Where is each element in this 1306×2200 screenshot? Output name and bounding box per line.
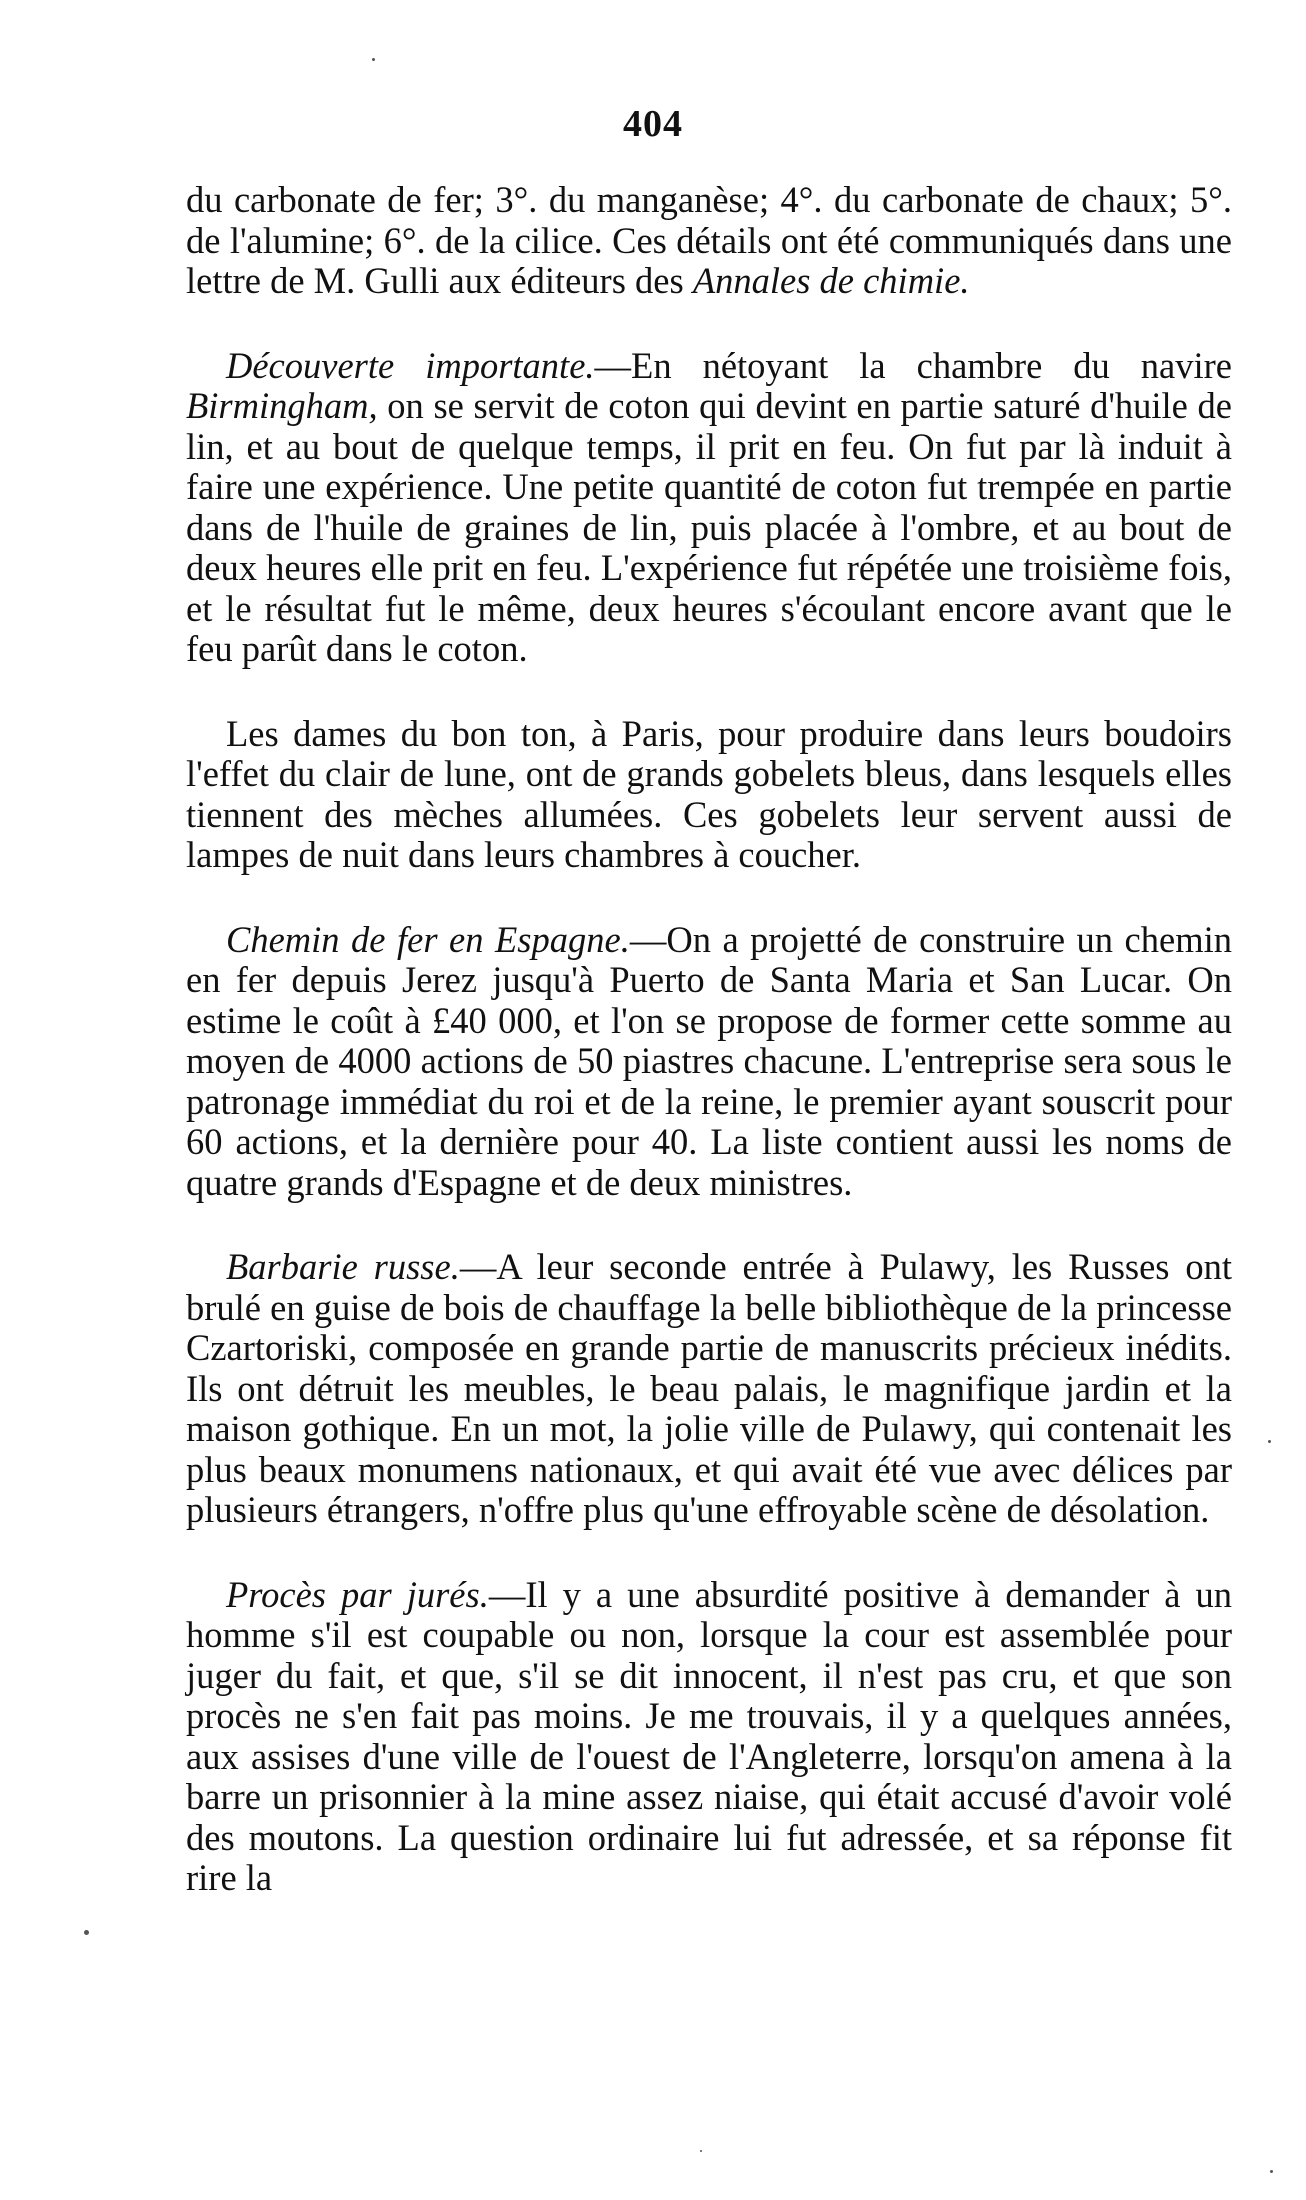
- paragraph-chemin-de-fer: [186, 920, 1232, 1204]
- section-heading: Chemin de fer en Espagne.: [226, 918, 630, 960]
- journal-title: Annales de chimie.: [692, 260, 970, 301]
- paragraph-text: du carbonate de fer; 3°. du manganèse; 4°. du carbonate de chaux; 5°. de l'alumine; 6°. de la cilice. Ces détails ont été communiqués dans une lettre de M. Gulli aux éditeurs des: [186, 179, 1232, 301]
- paragraph-minerals: [186, 180, 1232, 302]
- scan-speck: [1270, 2170, 1273, 2173]
- text-column: [186, 180, 1232, 1943]
- paragraph-decouverte: [186, 346, 1232, 670]
- scan-speck: [372, 58, 375, 61]
- section-heading: Procès par jurés.: [226, 1573, 489, 1615]
- paragraph-text: —En nétoyant la chambre du navire: [594, 344, 1232, 386]
- ship-name: Birmingham,: [186, 385, 378, 426]
- section-heading: Découverte importante.: [226, 344, 595, 386]
- paragraph-barbarie: [186, 1247, 1232, 1531]
- scan-speck: [1268, 1440, 1271, 1443]
- scan-speck: [84, 1930, 89, 1935]
- paragraph-dames: [186, 714, 1232, 876]
- paragraph-text: Les dames du bon ton, à Paris, pour produire dans leurs boudoirs l'effet du clair de lune, ont de grands gobelets bleus, dans lesquels elles tiennent des mèches allumées. Ces gobelets leur servent aussi de lampes de nuit dans leurs chambres à coucher.: [186, 712, 1232, 875]
- scan-speck: [700, 2150, 702, 2152]
- paragraph-proces: [186, 1575, 1232, 1899]
- page-number: 404: [623, 103, 683, 145]
- paragraph-text-continued: on se servit de coton qui devint en partie saturé d'huile de lin, et au bout de quelque temps, il prit en feu. On fut par là induit à faire une expérience. Une petite quantité de coton fut trempée en partie dans de l'huile de graines de lin, puis placée à l'ombre, et au bout de deux heures elle prit en feu. L'expérience fut répétée une troisième fois, et le résultat fut le même, deux heures s'écoulant encore avant que le feu parût dans le coton.: [186, 385, 1232, 669]
- paragraph-text: —Il y a une absurdité positive à demander à un homme s'il est coupable ou non, lorsque la cour est assemblée pour juger du fait, et que, s'il se dit innocent, il n'est pas cru, et que son procès ne s'en fait pas moins. Je me trouvais, il y a quelques années, aux assises d'une ville de l'ouest de l'Angleterre, lorsqu'on amena à la barre un prisonnier à la mine assez niaise, qui était accusé d'avoir volé des moutons. La question ordinaire lui fut adressée, et sa réponse fit rire la: [186, 1573, 1232, 1898]
- paragraph-text: —On a projetté de construire un chemin en fer depuis Jerez jusqu'à Puerto de Santa Maria et San Lucar. On estime le coût à £40 000, et l'on se propose de former cette somme au moyen de 4000 actions de 50 piastres chacune. L'entreprise sera sous le patronage immédiat du roi et de la reine, le premier ayant souscrit pour 60 actions, et la dernière pour 40. La liste contient aussi les noms de quatre grands d'Espagne et de deux ministres.: [186, 918, 1232, 1203]
- section-heading: Barbarie russe.: [226, 1246, 460, 1287]
- paragraph-text: —A leur seconde entrée à Pulawy, les Russes ont brulé en guise de bois de chauffage la belle bibliothèque de la princesse Czartoriski, composée en grande partie de manuscrits précieux inédits. Ils ont détruit les meubles, le beau palais, le magnifique jardin et la maison gothique. En un mot, la jolie ville de Pulawy, qui contenait les plus beaux monumens nationaux, et qui avait été vue avec délices par plusieurs étrangers, n'offre plus qu'une effroyable scène de désolation.: [186, 1246, 1232, 1530]
